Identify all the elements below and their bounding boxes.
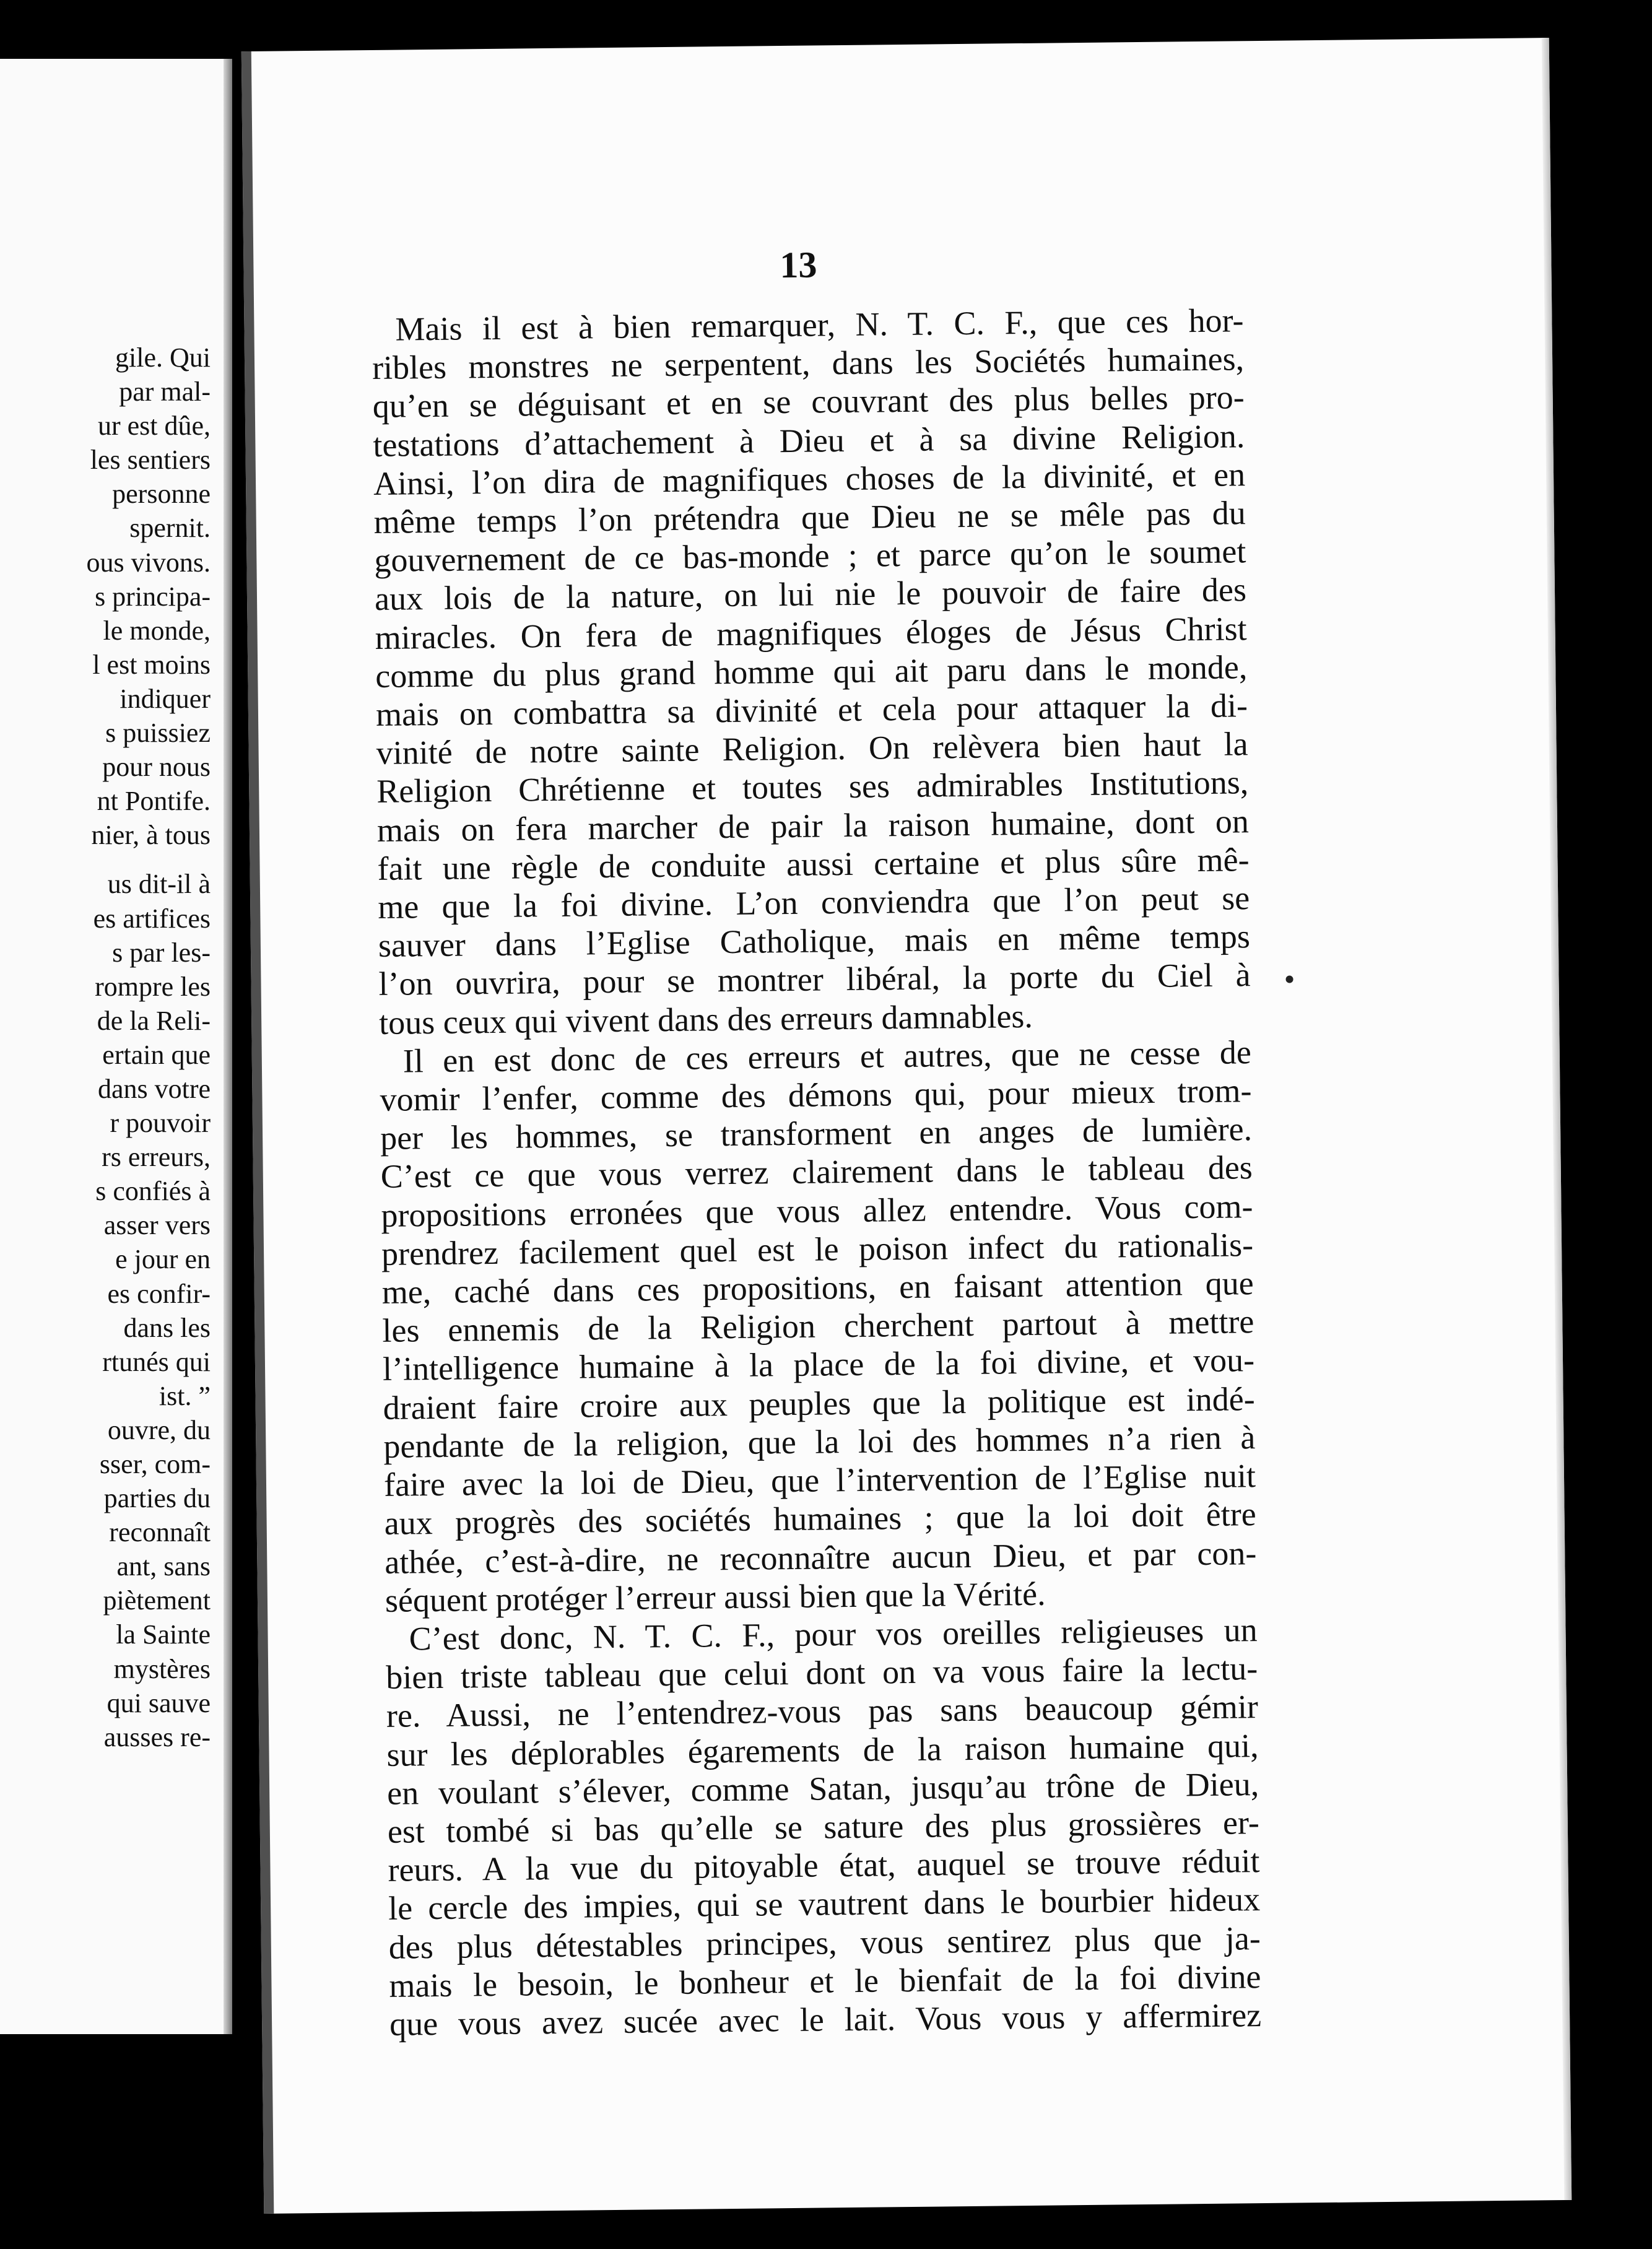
text-line: le cercle des impies, qui se vautrent dans le bourbier hideux — [388, 1881, 1261, 1928]
left-page-line: e jour en — [115, 1244, 211, 1275]
left-page-text — [0, 341, 211, 1754]
current-page — [241, 38, 1572, 2214]
left-page-line: reconnaît — [109, 1517, 211, 1548]
left-page-line: spernit. — [129, 513, 211, 544]
left-page-line: ist. ” — [159, 1380, 211, 1411]
left-page-line: l est moins — [92, 649, 211, 680]
left-page-line: ous vivons. — [86, 547, 211, 578]
text-line: per les hommes, se transforment en anges de lumière. — [380, 1110, 1253, 1157]
text-line: pendante de la religion, que la loi des hommes n’a rien à — [383, 1419, 1256, 1465]
text-line: ribles monstres ne serpentent, dans les Sociétés humaines, — [372, 340, 1245, 387]
left-page-line: de la Reli- — [97, 1005, 211, 1036]
text-line: mais on combattra sa divinité et cela pour attaquer la di- — [375, 687, 1248, 733]
text-line: miracles. On fera de magnifiques éloges de Jésus Christ — [375, 609, 1247, 656]
text-line: C’est ce que vous verrez clairement dans le tableau des — [380, 1149, 1253, 1196]
text-line: faire avec la loi de Dieu, que l’intervention de l’Eglise nuit — [383, 1457, 1256, 1503]
left-page-line: ur est dûe, — [97, 411, 211, 442]
left-page-line: s confiés à — [95, 1176, 211, 1207]
text-line: l’on ouvrira, pour se montrer libéral, la porte du Ciel à — [378, 956, 1251, 1003]
text-line: re. Aussi, ne l’entendrez-vous pas sans beaucoup gémir — [386, 1688, 1259, 1735]
text-line: comme du plus grand homme qui ait paru dans le monde, — [375, 648, 1248, 695]
left-page-line: la Sainte — [116, 1619, 211, 1650]
left-page-line: nier, à tous — [91, 820, 211, 851]
left-page-line: piètement — [103, 1585, 211, 1616]
text-line: fait une règle de conduite aussi certaine et plus sûre mê- — [377, 841, 1250, 887]
left-facing-page — [0, 59, 232, 2034]
left-page-line: ertain que — [102, 1039, 211, 1070]
left-page-line: gile. Qui — [115, 342, 211, 373]
page-number: 13 — [780, 244, 817, 286]
left-page-line: parties du — [103, 1483, 211, 1514]
text-line: Ainsi, l’on dira de magnifiques choses de la divinité, et en — [373, 456, 1246, 502]
left-page-line: rompre les — [95, 971, 211, 1002]
text-line: propositions erronées que vous allez entendre. Vous com- — [381, 1187, 1253, 1234]
text-line: Mais il est à bien remarquer, N. T. C. F., que ces hor- — [395, 302, 1244, 348]
text-line: séquent protéger l’erreur aussi bien que la Vérité. — [385, 1575, 1046, 1619]
text-line: sauver dans l’Eglise Catholique, mais en même temps — [378, 918, 1251, 965]
text-line: vinité de notre sainte Religion. On relèvera bien haut la — [376, 725, 1248, 772]
text-line: est tombé si bas qu’elle se sature des plus grossières er- — [387, 1804, 1260, 1850]
text-line: tous ceux qui vivent dans des erreurs damnables. — [378, 997, 1033, 1042]
left-page-line: dans votre — [97, 1073, 211, 1104]
paragraph — [380, 1033, 1258, 1620]
left-page-line: rtunés qui — [102, 1346, 211, 1377]
left-page-line: ouvre, du — [107, 1414, 211, 1445]
text-line: aux lois de la nature, on lui nie le pouvoir de faire des — [374, 571, 1247, 618]
text-line: draient faire croire aux peuples que la politique est indé- — [383, 1380, 1255, 1427]
paragraph — [385, 1611, 1261, 2043]
text-line: me, caché dans ces propositions, en faisant attention que — [381, 1264, 1254, 1311]
left-page-line: dans les — [123, 1312, 211, 1343]
left-page-line: r pouvoir — [110, 1108, 211, 1139]
text-line: Il en est donc de ces erreurs et autres, que ne cesse de — [402, 1033, 1252, 1080]
left-page-line: personne — [112, 479, 211, 510]
left-page-line: qui sauve — [107, 1687, 211, 1718]
left-page-line: sser, com- — [99, 1449, 211, 1479]
page-fold-shadow — [224, 59, 232, 2034]
text-line: aux progrès des sociétés humaines ; que la loi doit être — [384, 1495, 1256, 1542]
text-line: testations d’attachement à Dieu et à sa divine Religion. — [373, 417, 1245, 464]
left-page-line: indiquer — [120, 683, 211, 714]
left-page-line: ausses re- — [103, 1721, 211, 1752]
page-edge — [1542, 38, 1572, 2200]
text-line: les ennemis de la Religion cherchent partout à mettre — [382, 1303, 1254, 1350]
text-line: bien triste tableau que celui dont on va vous faire la lectu- — [385, 1650, 1258, 1696]
left-page-line: nt Pontife. — [97, 786, 211, 817]
text-line: même temps l’on prétendra que Dieu ne se mêle pas du — [373, 494, 1246, 541]
text-line: me que la foi divine. L’on conviendra que l’on peut se — [377, 879, 1250, 926]
text-line: des plus détestables principes, vous sentirez plus que ja- — [388, 1919, 1261, 1966]
text-line: qu’en se déguisant et en se couvrant des plus belles pro- — [372, 378, 1245, 425]
text-line: en voulant s’élever, comme Satan, jusqu’au trône de Dieu, — [386, 1765, 1259, 1812]
left-page-line: s par les- — [112, 937, 211, 968]
left-page-line: rs erreurs, — [102, 1142, 211, 1173]
text-line: athée, c’est-à-dire, ne reconnaître aucun Dieu, et par con- — [385, 1534, 1257, 1581]
page-body-text — [372, 301, 1261, 2043]
left-page-line: s puissiez — [105, 718, 211, 749]
text-line: C’est donc, N. T. C. F., pour vos oreilles religieuses un — [409, 1611, 1258, 1658]
text-line: sur les déplorables égarements de la raison humaine qui, — [386, 1726, 1259, 1773]
left-page-line: mystères — [113, 1653, 211, 1684]
text-line: mais le besoin, le bonheur et le bienfait de la foi divine — [389, 1957, 1261, 2004]
left-page-line: ant, sans — [116, 1551, 211, 1582]
left-page-line: asser vers — [103, 1210, 211, 1241]
text-line: que vous avez sucée avec le lait. Vous vous y affermirez — [389, 1996, 1262, 2043]
paragraph — [372, 301, 1251, 1042]
left-page-line — [0, 852, 211, 867]
left-page-line: us dit-il à — [107, 869, 211, 900]
left-page-line: es confir- — [107, 1278, 211, 1309]
text-line: l’intelligence humaine à la place de la foi divine, et vou- — [382, 1341, 1255, 1388]
left-page-line: les sentiers — [90, 445, 211, 476]
margin-ink-dot — [1285, 975, 1293, 983]
text-line: prendrez facilement quel est le poison infect du rationalis- — [381, 1226, 1254, 1272]
left-page-line: pour nous — [102, 752, 211, 783]
text-line: reurs. A la vue du pitoyable état, auquel se trouve réduit — [388, 1842, 1260, 1889]
text-line: mais on fera marcher de pair la raison humaine, dont on — [376, 802, 1250, 849]
left-page-line: s principa- — [95, 581, 211, 612]
text-line: gouvernement de ce bas-monde ; et parce qu’on le soumet — [374, 533, 1246, 580]
left-page-line: par mal- — [119, 376, 211, 407]
text-line: Religion Chrétienne et toutes ses admirables Institutions, — [376, 763, 1249, 811]
left-page-line: es artifices — [93, 903, 211, 934]
left-page-line: le monde, — [103, 615, 211, 646]
text-line: vomir l’enfer, comme des démons qui, pour mieux trom- — [380, 1072, 1252, 1118]
